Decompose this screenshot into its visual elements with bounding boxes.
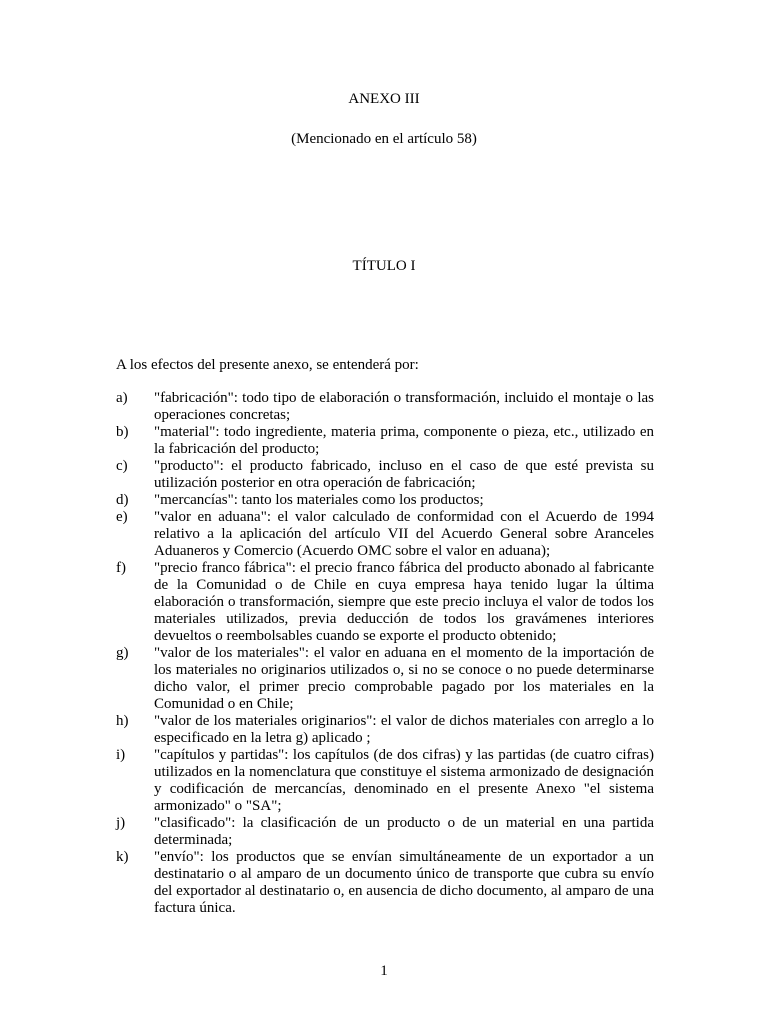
definition-letter: h): [116, 713, 129, 729]
definition-letter: i): [116, 747, 126, 763]
definition-text: "envío": los productos que se envían simultáneamente de un exportador a un destinatario o al amparo de un documento único de transporte que cubra su envío del exportador al destinatario o, en ausencia de dicho documento, al amparo de una factura única.: [154, 849, 654, 916]
definitions-list: [116, 390, 654, 917]
definition-letter: c): [116, 458, 128, 474]
definition-item: [116, 560, 654, 645]
annex-title: ANEXO III: [348, 91, 420, 107]
definition-text: "producto": el producto fabricado, incluso en el caso de que esté prevista su utilización posterior en otra operación de fabricación;: [154, 458, 654, 491]
definition-text: "valor de los materiales": el valor en aduana en el momento de la importación de los materiales no originarios utilizados o, si no se conoce o no puede determinarse dicho valor, el primer precio comprobable pagado por los materiales en la Comunidad o en Chile;: [154, 645, 654, 712]
definition-item: [116, 390, 654, 424]
definition-text: "clasificado": la clasificación de un producto o de un material en una partida determinada;: [154, 815, 654, 848]
section-title: TÍTULO I: [352, 258, 416, 274]
definition-item: [116, 747, 654, 815]
definition-item: [116, 713, 654, 747]
definition-letter: k): [116, 849, 129, 865]
definition-text: "fabricación": todo tipo de elaboración o transformación, incluido el montaje o las operaciones concretas;: [154, 390, 654, 423]
definition-letter: a): [116, 390, 128, 406]
definition-text: "valor en aduana": el valor calculado de conformidad con el Acuerdo de 1994 relativo a la aplicación del artículo VII del Acuerdo General sobre Aranceles Aduaneros y Comercio (Acuerdo OMC sobre el valor en aduana);: [154, 509, 654, 559]
definition-text: "material": todo ingrediente, materia prima, componente o pieza, etc., utilizado en la fabricación del producto;: [154, 424, 654, 457]
definition-text: "precio franco fábrica": el precio franco fábrica del producto abonado al fabricante de la Comunidad o de Chile en cuya empresa haya tenido lugar la última elaboración o transformación, siempre que este precio incluya el valor de todos los materiales utilizados, previa deducción de todos los gravámenes interiores devueltos o reembolsables cuando se exporte el producto obtenido;: [154, 560, 654, 644]
definition-text: "mercancías": tanto los materiales como los productos;: [154, 492, 484, 508]
annex-subtitle: (Mencionado en el artículo 58): [291, 131, 477, 147]
definition-item: [116, 849, 654, 917]
definition-item: [116, 424, 654, 458]
definition-text: "capítulos y partidas": los capítulos (de dos cifras) y las partidas (de cuatro cifras) utilizados en la nomenclatura que constituye el sistema armonizado de designación y codificación de mercancías, denominado en el presente Anexo "el sistema armonizado" o "SA";: [154, 747, 654, 814]
definition-item: [116, 492, 654, 509]
definition-letter: e): [116, 509, 128, 525]
definition-letter: b): [116, 424, 129, 440]
definition-letter: g): [116, 645, 129, 661]
definition-letter: j): [116, 815, 126, 831]
definition-letter: f): [116, 560, 126, 576]
page-number: 1: [380, 963, 388, 979]
definition-item: [116, 458, 654, 492]
definition-item: [116, 815, 654, 849]
definition-text: "valor de los materiales originarios": el valor de dichos materiales con arreglo a lo especificado en la letra g) aplicado ;: [154, 713, 654, 746]
definition-item: [116, 645, 654, 713]
definition-item: [116, 509, 654, 560]
intro-paragraph: A los efectos del presente anexo, se entenderá por:: [116, 357, 419, 373]
definition-letter: d): [116, 492, 129, 508]
